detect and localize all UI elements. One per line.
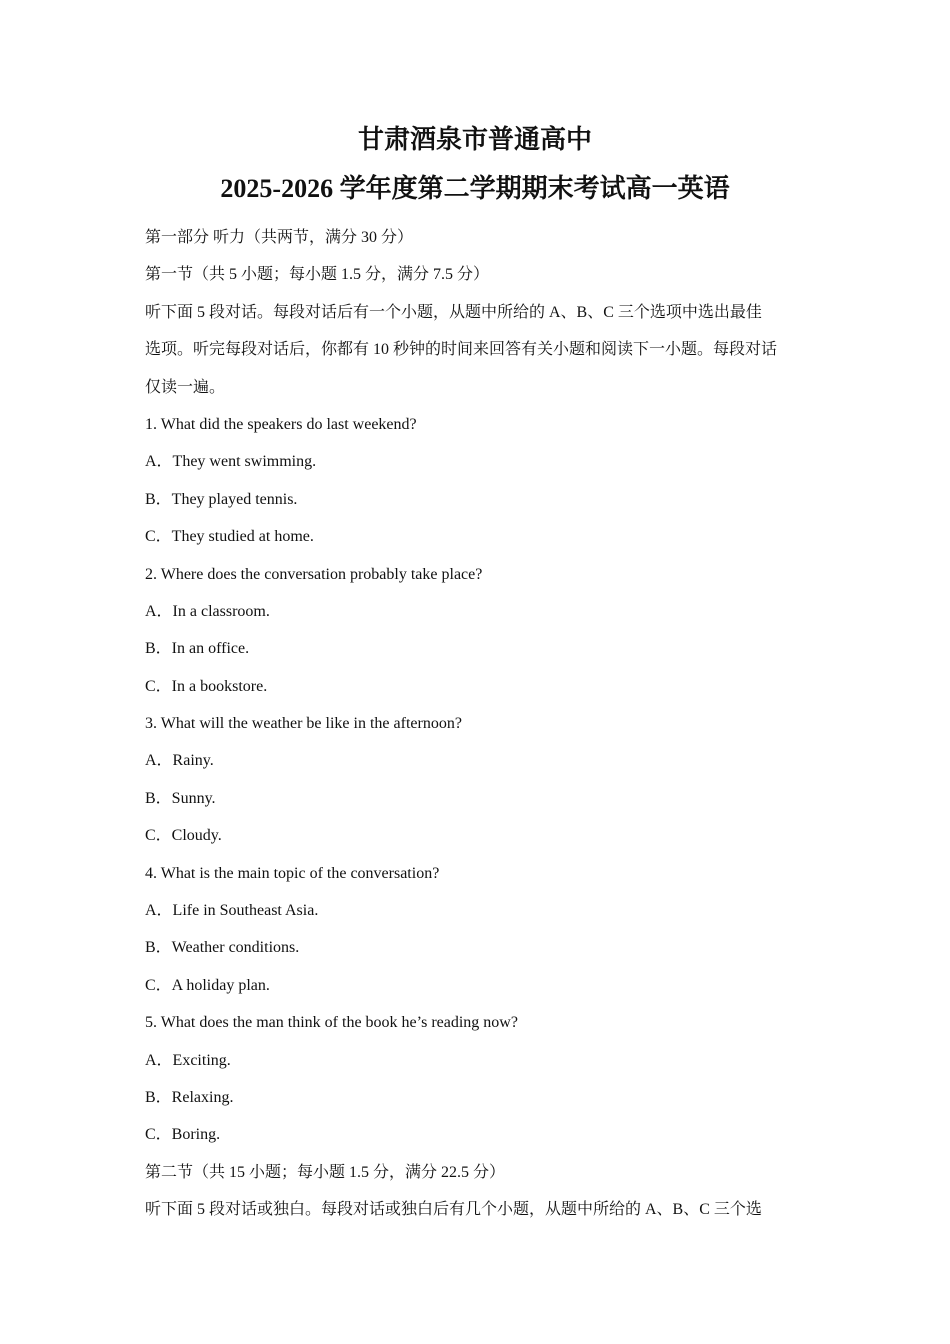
question-stem: 2. Where does the conversation probably take place?: [145, 565, 483, 583]
section1-heading: 第一节（共 5 小题；每小题 1.5 分，满分 7.5 分）: [145, 266, 490, 284]
question-option-a: A．Life in Southeast Asia.: [145, 902, 319, 920]
question-option-c: C．They studied at home.: [145, 528, 314, 546]
question-option-b: B．Sunny.: [145, 789, 216, 807]
question-option-b: B．Weather conditions.: [145, 939, 300, 957]
section1-instructions-line: 仅读一遍。: [145, 378, 226, 396]
question-option-a: A．Exciting.: [145, 1051, 231, 1069]
exam-title-line1: 甘肃酒泉市普通高中: [357, 125, 592, 154]
question-stem: 1. What did the speakers do last weekend?: [145, 415, 417, 433]
question-3: [145, 705, 815, 855]
question-stem: 4. What is the main topic of the conversation?: [145, 864, 440, 882]
section1-instructions-line: 听下面 5 段对话。每段对话后有一个小题，从题中所给的 A、B、C 三个选项中选出最佳: [145, 303, 762, 321]
question-option-c: C．Cloudy.: [145, 827, 222, 845]
question-2: [145, 556, 815, 706]
section2-instructions-line: 听下面 5 段对话或独白。每段对话或独白后有几个小题，从题中所给的 A、B、C 三个选: [145, 1201, 762, 1219]
question-4: [145, 855, 815, 1005]
part1-heading: 第一部分 听力（共两节，满分 30 分）: [145, 229, 414, 246]
question-option-c: C．In a bookstore.: [145, 677, 268, 695]
section2-heading: 第二节（共 15 小题；每小题 1.5 分，满分 22.5 分）: [145, 1163, 506, 1181]
section1-instructions-line: 选项。听完每段对话后，你都有 10 秒钟的时间来回答有关小题和阅读下一小题。每段对话: [145, 341, 778, 359]
question-option-b: B．In an office.: [145, 640, 250, 658]
question-option-b: B．They played tennis.: [145, 490, 298, 508]
question-option-c: C．A holiday plan.: [145, 976, 270, 994]
question-option-c: C．Boring.: [145, 1126, 221, 1144]
question-5: [145, 1004, 815, 1154]
question-stem: 3. What will the weather be like in the afternoon?: [145, 715, 462, 733]
exam-content: [145, 219, 815, 1229]
exam-title-line2: 2025-2026 学年度第二学期期末考试高一英语: [220, 174, 730, 203]
question-option-a: A．In a classroom.: [145, 602, 270, 620]
question-option-a: A．Rainy.: [145, 752, 214, 770]
question-option-b: B．Relaxing.: [145, 1088, 234, 1106]
question-option-a: A．They went swimming.: [145, 453, 317, 471]
question-stem: 5. What does the man think of the book he’s reading now?: [145, 1014, 518, 1032]
question-1: [145, 406, 815, 556]
